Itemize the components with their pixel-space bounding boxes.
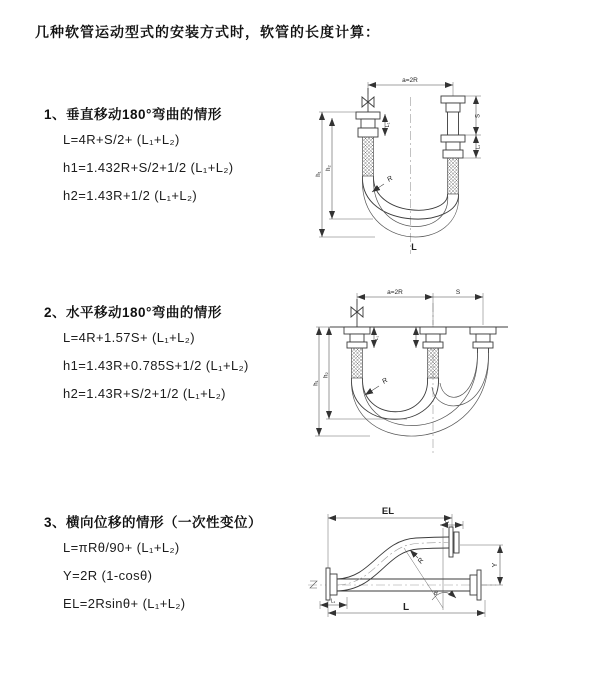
valve-icon xyxy=(362,88,374,112)
section-3-formula-EL: EL=2Rsinθ+ (L₁+L₂) xyxy=(63,596,186,611)
section-2-heading: 2、水平移动180°弯曲的情形 xyxy=(44,305,222,320)
dim-label-a2r: a=2R xyxy=(387,289,403,296)
dim-label-y: Y xyxy=(492,562,499,568)
dim-label-h1: h₁ xyxy=(316,171,322,177)
section-3-formula-Y: Y=2R (1-cosθ) xyxy=(63,568,153,583)
left-flange xyxy=(356,112,380,137)
diagram-vertical-180-bend xyxy=(313,72,590,260)
dim-label-l: L xyxy=(402,602,410,613)
section-3-heading: 3、横向位移的情形（一次性变位） xyxy=(44,515,263,530)
section-2 xyxy=(44,302,249,408)
centerline-break-mark xyxy=(310,581,317,588)
dim-label-r: R xyxy=(381,377,390,386)
dim-label-l1-bottom: L₁ xyxy=(330,598,336,605)
left-braid-section xyxy=(363,137,374,176)
section-3 xyxy=(44,512,262,618)
right-braid-section xyxy=(448,158,459,194)
section-2-formula-h1: h1=1.43R+0.785S+1/2 (L₁+L₂) xyxy=(63,358,249,373)
page-title: 几种软管运动型式的安装方式时，软管的长度计算： xyxy=(35,24,380,40)
section-1 xyxy=(44,104,234,210)
dim-label-h2: h₂ xyxy=(326,165,332,171)
section-1-formula-L: L=4R+S/2+ (L₁+L₂) xyxy=(63,132,180,147)
dim-label-l1: L₁ xyxy=(375,335,380,341)
dim-label-h1: h₁ xyxy=(313,380,320,386)
dim-label-l1-top: L₁ xyxy=(444,518,450,525)
upper-right-flange xyxy=(449,527,459,557)
section-1-formula-h2: h2=1.43R+1/2 (L₁+L₂) xyxy=(63,188,198,203)
right-flange xyxy=(470,327,496,348)
diagram-horizontal-180-bend xyxy=(312,283,594,463)
right-flange-lower xyxy=(441,135,465,158)
dim-label-a2r: a=2R xyxy=(402,77,418,84)
lower-right-flange xyxy=(470,570,481,600)
middle-flange xyxy=(420,327,446,348)
diagram-lateral-displacement xyxy=(300,498,600,645)
dim-label-r: R xyxy=(416,556,426,566)
dim-label-s: S xyxy=(455,289,461,296)
right-flange-upper xyxy=(441,96,465,112)
dim-label-r: R xyxy=(386,175,395,184)
dim-label-theta: θ xyxy=(434,590,438,597)
dim-label-el: EL xyxy=(381,506,395,517)
hose-displaced-position xyxy=(337,537,449,591)
dim-label-l1-right: L₁ xyxy=(475,144,482,150)
section-2-formula-h2: h2=1.43R+S/2+1/2 (L₁+L₂) xyxy=(63,386,226,401)
section-1-heading: 1、垂直移动180°弯曲的情形 xyxy=(44,107,222,122)
left-flange xyxy=(344,327,370,348)
valve-icon xyxy=(351,299,363,327)
hose-u-bends xyxy=(351,353,488,436)
dim-label-l1-left: L₁ xyxy=(385,122,391,128)
section-2-formula-L: L=4R+1.57S+ (L₁+L₂) xyxy=(63,330,195,345)
dim-label-l: L xyxy=(411,242,417,252)
left-braid-section xyxy=(352,348,363,378)
left-flange xyxy=(326,568,337,600)
dim-label-h2: h₂ xyxy=(323,372,330,378)
section-3-formula-L: L=πRθ/90+ (L₁+L₂) xyxy=(63,540,180,555)
dim-label-s: S xyxy=(475,113,482,119)
section-1-formula-h1: h1=1.432R+S/2+1/2 (L₁+L₂) xyxy=(63,160,234,175)
middle-braid-section xyxy=(428,348,439,378)
